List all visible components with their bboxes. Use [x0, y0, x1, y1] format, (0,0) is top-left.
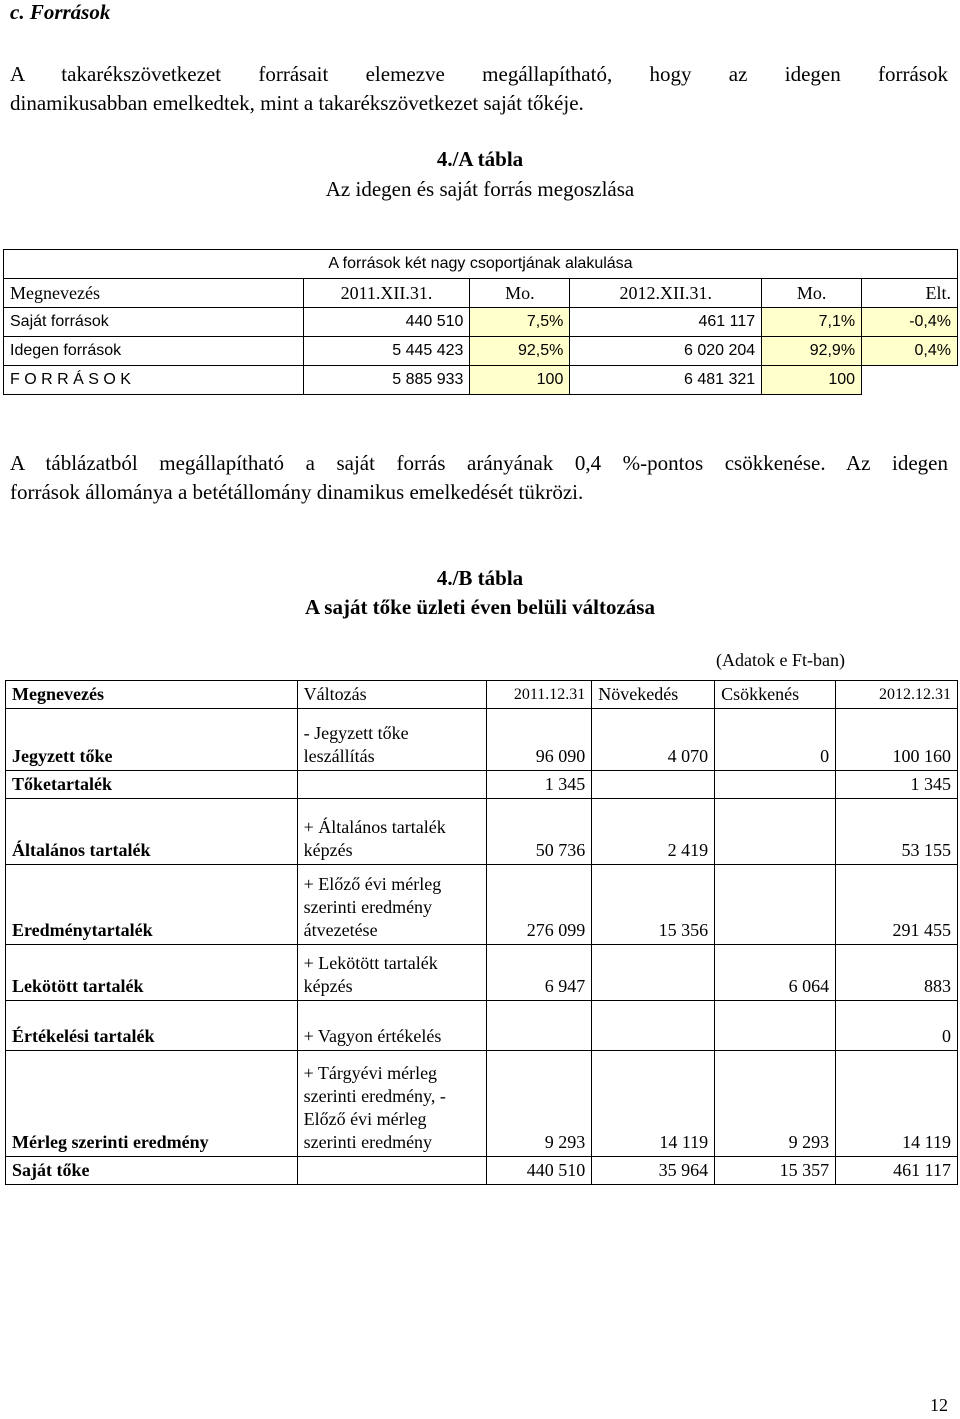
table-b-header: Csökkenés [715, 681, 836, 709]
cell: 1 345 [836, 771, 958, 799]
section-title: c. Források [10, 0, 111, 24]
table-b [5, 680, 958, 1185]
cell: 440 510 [487, 1157, 592, 1185]
table-row [6, 945, 958, 1001]
table-row [6, 709, 958, 771]
cell: 883 [836, 945, 958, 1001]
unit-note: (Adatok e Ft-ban) [716, 650, 845, 670]
cell: 440 510 [303, 308, 470, 337]
table-row [6, 771, 958, 799]
row-name: Saját források [4, 308, 304, 337]
cell: 92,9% [762, 337, 862, 366]
table-b-header: 2011.12.31 [487, 681, 592, 709]
cell: 0 [836, 1001, 958, 1051]
table-a-header: 2012.XII.31. [570, 279, 762, 308]
cell: 461 117 [570, 308, 762, 337]
cell: 1 345 [487, 771, 592, 799]
table-row [6, 1157, 958, 1185]
table-b-header: 2012.12.31 [836, 681, 958, 709]
table-b-header: Változás [297, 681, 487, 709]
table-a-header: Mo. [470, 279, 570, 308]
row-name: Lekötött tartalék [6, 945, 298, 1001]
table-a-header: 2011.XII.31. [303, 279, 470, 308]
row-change: + Vagyon értékelés [297, 1001, 487, 1051]
cell: 5 445 423 [303, 337, 470, 366]
cell: 5 885 933 [303, 366, 470, 395]
cell: 15 356 [592, 865, 715, 945]
table-row [4, 337, 958, 366]
table-a-label: 4./A tábla [436, 147, 524, 171]
row-change [297, 1157, 487, 1185]
cell [592, 771, 715, 799]
intro-line-1: A takarékszövetkezet forrásait elemezve megállapítható, hogy az idegen források [10, 62, 948, 86]
row-change: + Lekötött tartalék képzés [297, 945, 487, 1001]
table-a-header: Mo. [762, 279, 862, 308]
cell: 14 119 [836, 1051, 958, 1157]
cell: 53 155 [836, 799, 958, 865]
cell: 35 964 [592, 1157, 715, 1185]
page-number: 12 [930, 1395, 948, 1415]
cell: 291 455 [836, 865, 958, 945]
cell: 461 117 [836, 1157, 958, 1185]
cell [592, 945, 715, 1001]
cell: 6 064 [715, 945, 836, 1001]
cell [862, 366, 958, 395]
table-b-header-row [6, 681, 958, 709]
cell [715, 799, 836, 865]
middle-paragraph [10, 449, 948, 507]
cell: 2 419 [592, 799, 715, 865]
cell: 92,5% [470, 337, 570, 366]
cell: 96 090 [487, 709, 592, 771]
cell: 0,4% [862, 337, 958, 366]
table-b-header: Megnevezés [6, 681, 298, 709]
cell: 0 [715, 709, 836, 771]
table-row [4, 366, 958, 395]
cell [715, 771, 836, 799]
row-change: + Általános tartalék képzés [297, 799, 487, 865]
cell: 100 [470, 366, 570, 395]
table-a [3, 249, 958, 395]
cell: 15 357 [715, 1157, 836, 1185]
cell: 6 481 321 [570, 366, 762, 395]
row-name: Mérleg szerinti eredmény [6, 1051, 298, 1157]
row-change: + Előző évi mérleg szerinti eredmény átvezetése [297, 865, 487, 945]
row-name: Tőketartalék [6, 771, 298, 799]
cell: 6 020 204 [570, 337, 762, 366]
table-a-header-row [4, 279, 958, 308]
row-name: Általános tartalék [6, 799, 298, 865]
table-b-header: Növekedés [592, 681, 715, 709]
table-a-header: Megnevezés [4, 279, 304, 308]
cell: 9 293 [715, 1051, 836, 1157]
cell: 6 947 [487, 945, 592, 1001]
row-name: F O R R Á S O K [4, 366, 304, 395]
cell [487, 1001, 592, 1051]
row-name: Értékelési tartalék [6, 1001, 298, 1051]
cell: 7,1% [762, 308, 862, 337]
cell: 9 293 [487, 1051, 592, 1157]
cell: 100 [762, 366, 862, 395]
table-a-header: Elt. [862, 279, 958, 308]
row-change [297, 771, 487, 799]
cell [715, 865, 836, 945]
cell: 50 736 [487, 799, 592, 865]
middle-line-1: A táblázatból megállapítható a saját forrás arányának 0,4 %-pontos csökkenése. Az idegen [10, 451, 948, 475]
table-row [6, 1051, 958, 1157]
cell: 4 070 [592, 709, 715, 771]
table-row [4, 308, 958, 337]
table-row [6, 799, 958, 865]
table-row [6, 865, 958, 945]
cell: -0,4% [862, 308, 958, 337]
table-a-caption: A források két nagy csoportjának alakulása [4, 250, 958, 279]
cell: 14 119 [592, 1051, 715, 1157]
table-a-title: Az idegen és saját forrás megoszlása [325, 177, 635, 201]
row-name: Eredménytartalék [6, 865, 298, 945]
cell: 7,5% [470, 308, 570, 337]
row-name: Saját tőke [6, 1157, 298, 1185]
cell: 276 099 [487, 865, 592, 945]
middle-line-2: források állománya a betétállomány dinamikus emelkedését tükrözi. [10, 480, 584, 504]
table-b-title: A saját tőke üzleti éven belüli változása [305, 595, 655, 619]
table-b-label: 4./B tábla [436, 566, 524, 590]
cell: 100 160 [836, 709, 958, 771]
row-change: + Tárgyévi mérleg szerinti eredmény, - Előző évi mérleg szerinti eredmény [297, 1051, 487, 1157]
row-name: Idegen források [4, 337, 304, 366]
row-name: Jegyzett tőke [6, 709, 298, 771]
cell [592, 1001, 715, 1051]
row-change: - Jegyzett tőke leszállítás [297, 709, 487, 771]
intro-paragraph [10, 60, 948, 118]
table-row [6, 1001, 958, 1051]
intro-line-2: dinamikusabban emelkedtek, mint a takarékszövetkezet saját tőkéje. [10, 91, 584, 115]
cell [715, 1001, 836, 1051]
